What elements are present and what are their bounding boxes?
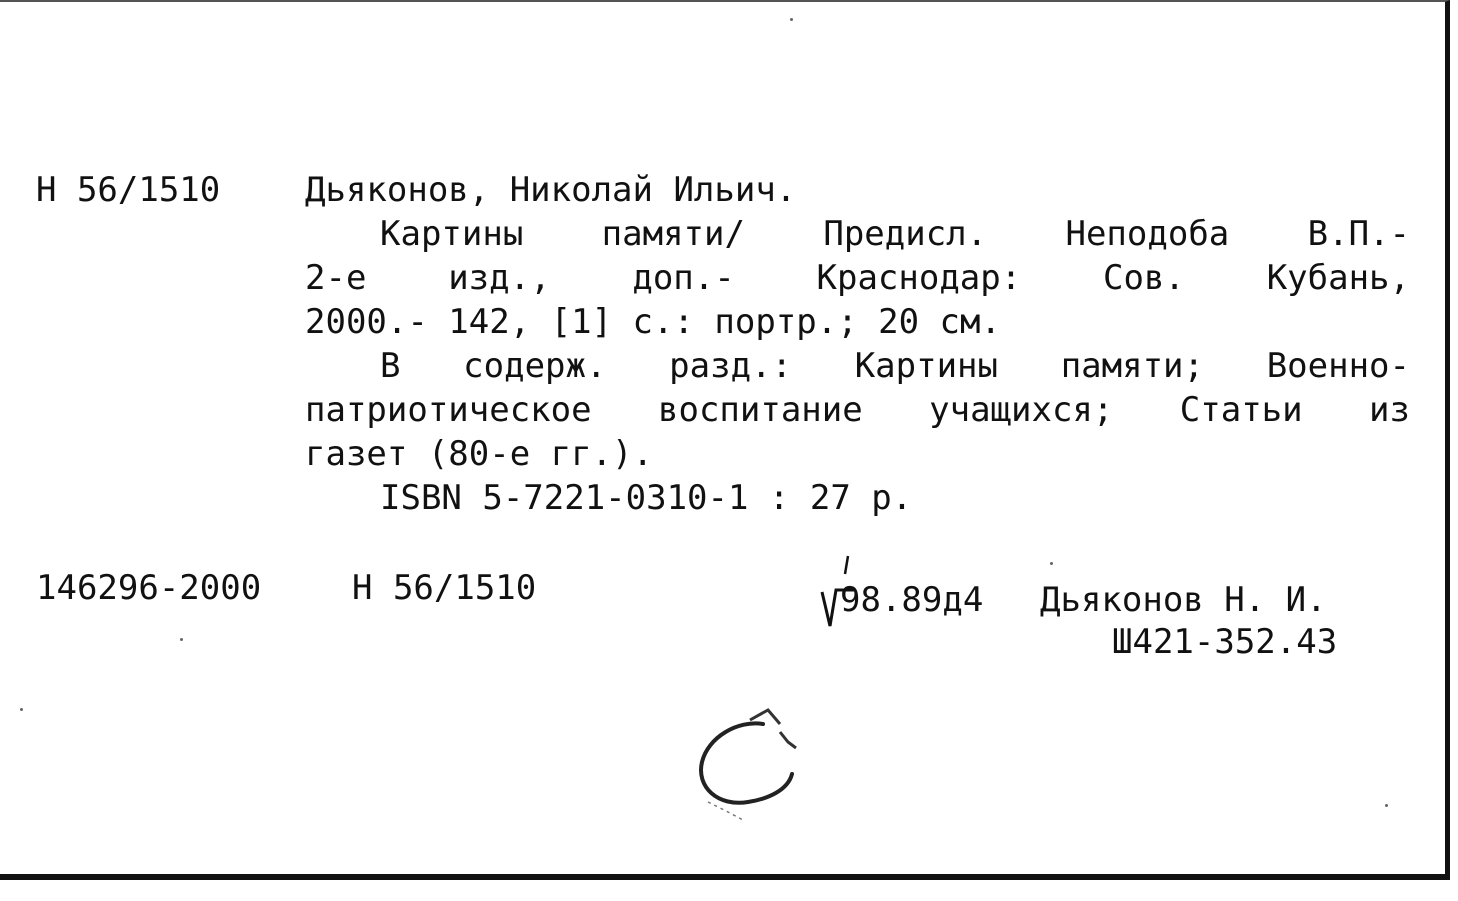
description-line: 2-е изд., доп.- Краснодар: Сов. Кубань, <box>305 258 1410 298</box>
contents-line: газет (80-е гг.). <box>305 434 653 474</box>
stamp-mark-icon <box>688 702 818 827</box>
author-mark: Ш421-352.43 <box>1112 622 1338 662</box>
speck <box>1050 562 1053 565</box>
shelf-mark-bottom: Н 56/1510 <box>352 568 537 608</box>
contents-line: В содерж. разд.: Картины памяти; Военно- <box>380 346 1410 386</box>
shelf-mark: Н 56/1510 <box>36 170 221 210</box>
speck <box>1385 804 1388 807</box>
isbn-line: ISBN 5-7221-0310-1 : 27 р. <box>380 478 913 518</box>
author-heading: Дьяконов, Николай Ильич. <box>305 170 797 210</box>
speck <box>20 708 23 711</box>
classification-index: 98.89д4 <box>840 580 984 620</box>
bibliographic-description <box>305 212 1410 520</box>
author-short: Дьяконов Н. И. <box>1040 580 1327 620</box>
speck <box>790 18 793 21</box>
description-line: Картины памяти/ Предисл. Неподоба В.П.- <box>380 214 1410 254</box>
description-line: 2000.- 142, [1] с.: портр.; 20 см. <box>305 302 1001 342</box>
contents-line: патриотическое воспитание учащихся; Статьи из <box>305 390 1410 430</box>
inventory-number: 146296-2000 <box>36 568 262 608</box>
speck <box>180 638 183 641</box>
